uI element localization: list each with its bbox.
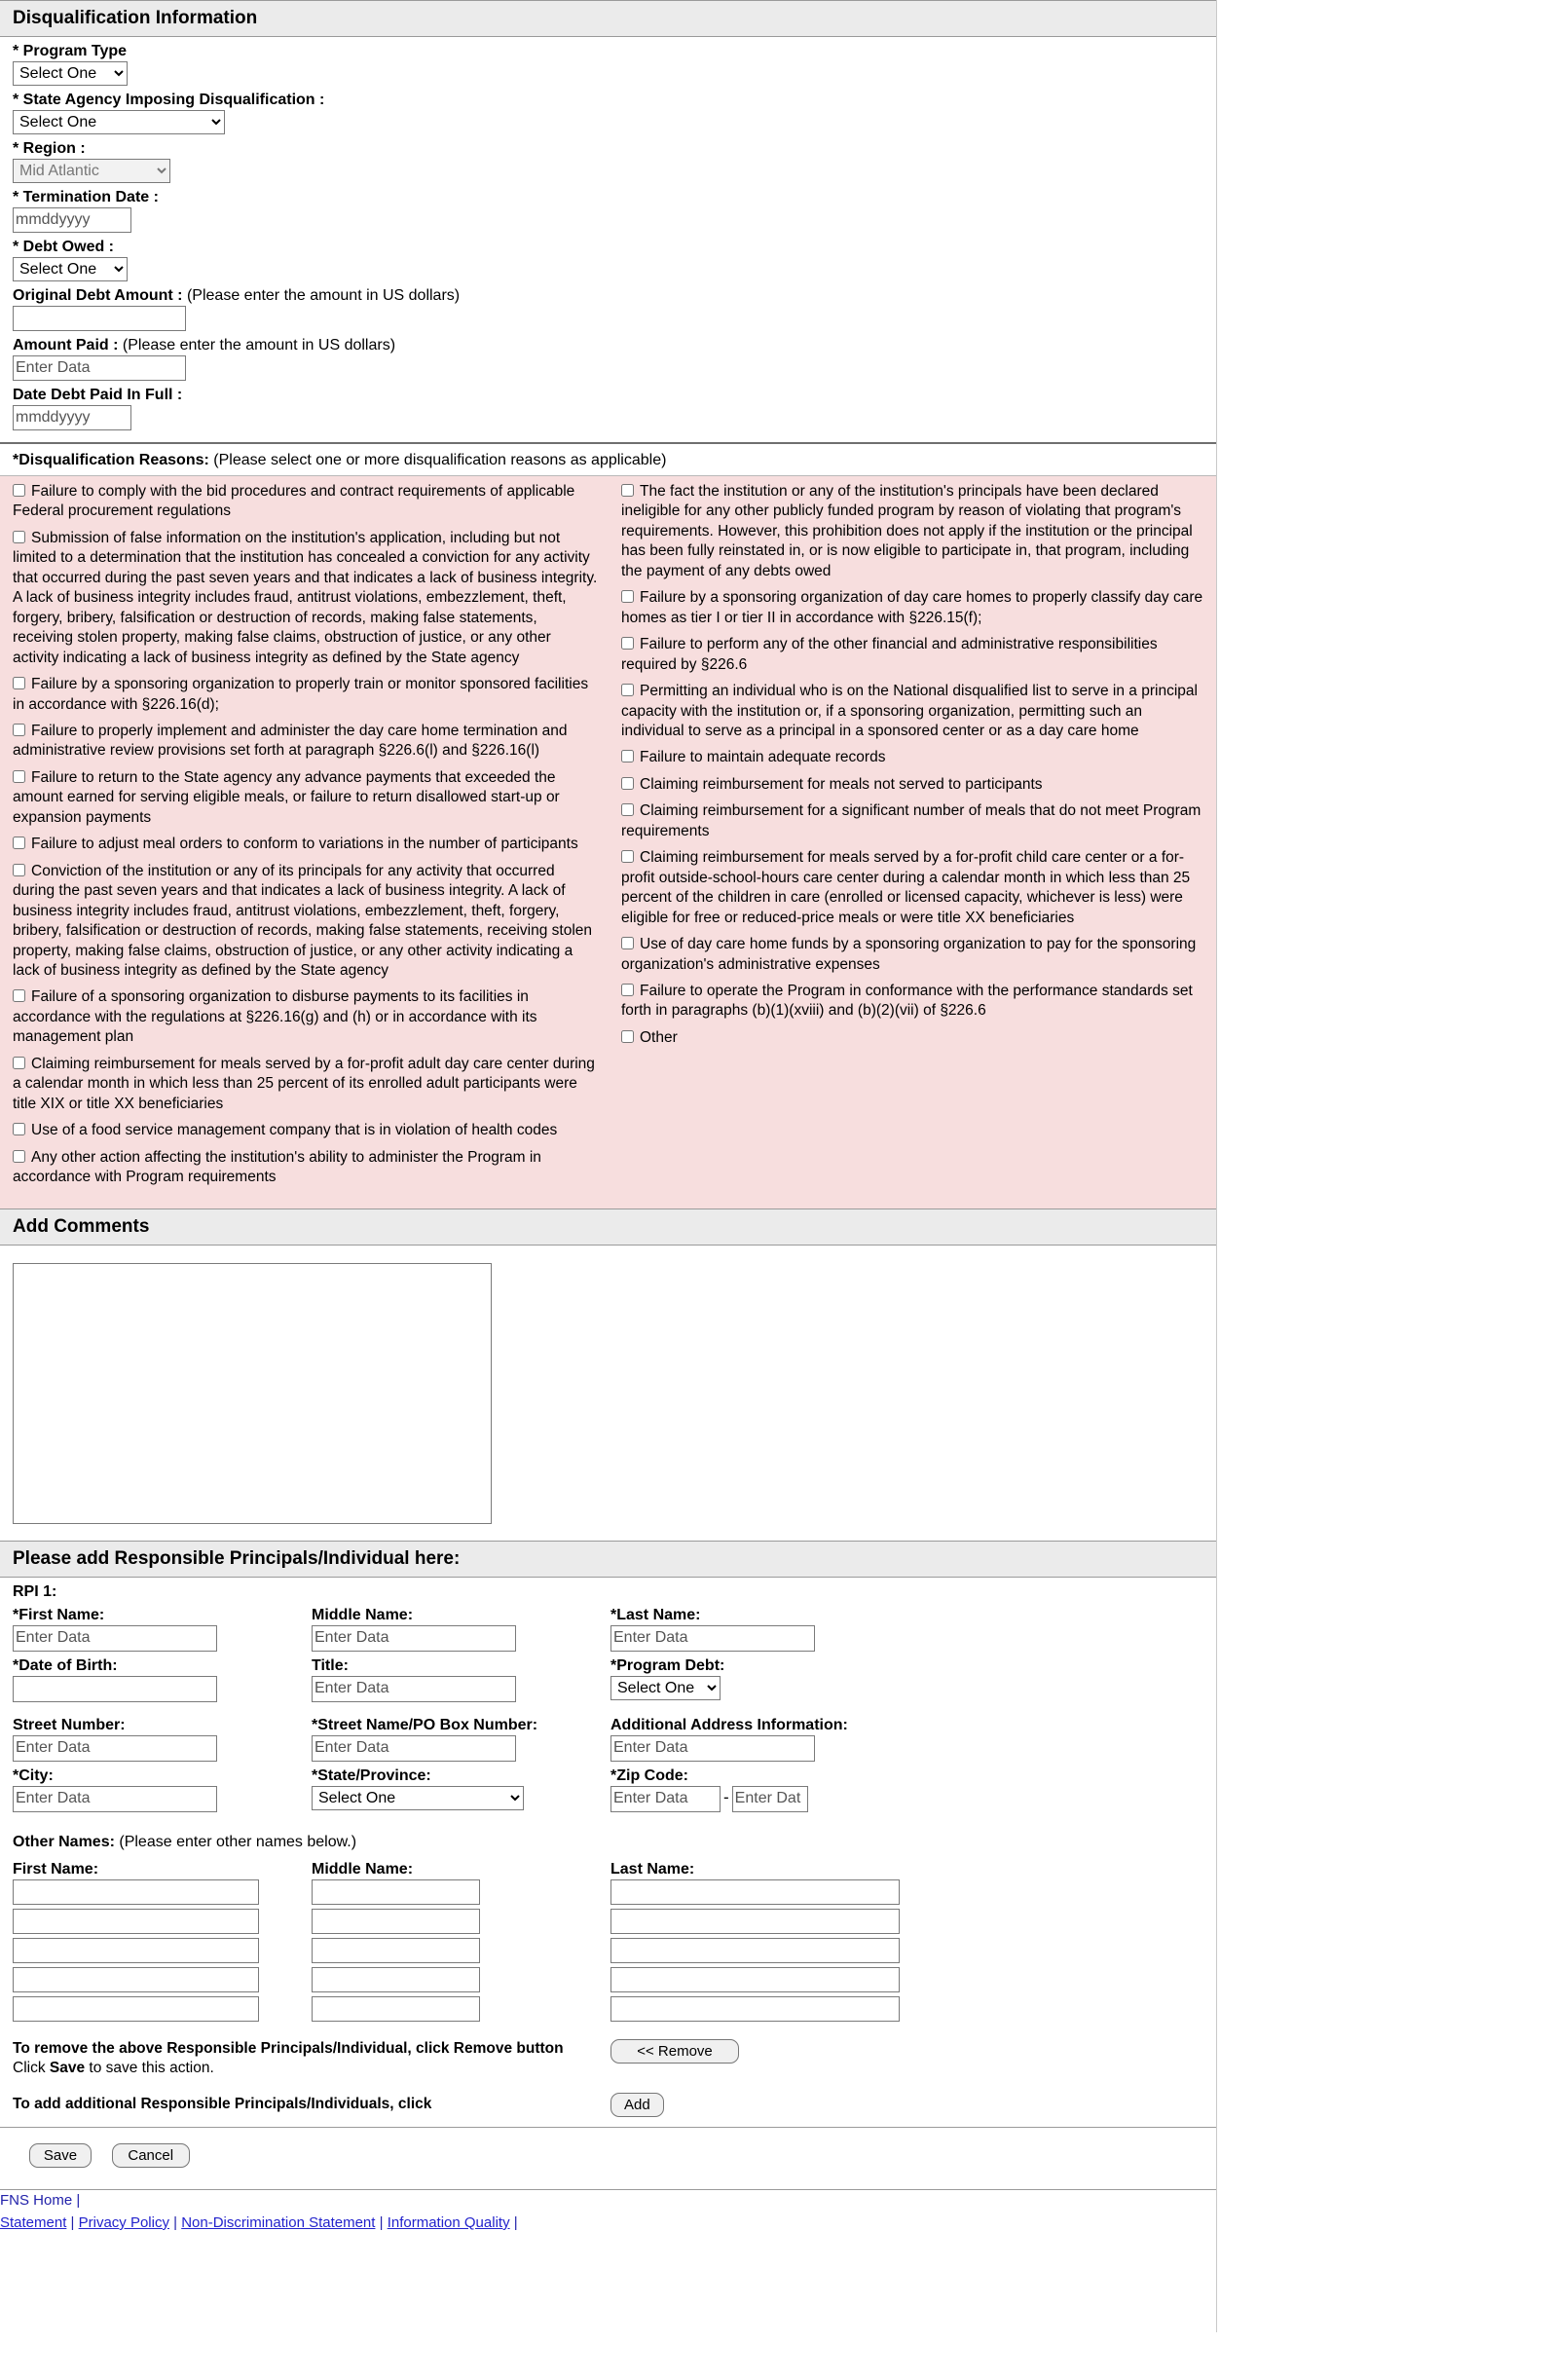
other-names-hint: (Please enter other names below.) [119,1833,357,1850]
reason-item[interactable] [621,801,1207,841]
reason-item[interactable] [13,1148,599,1188]
state-agency-label: * State Agency Imposing Disqualification : [13,92,325,108]
other-middle-name-input[interactable] [312,1879,480,1905]
other-middle-name-input[interactable] [312,1909,480,1934]
reason-checkbox[interactable] [621,637,634,650]
reason-item[interactable] [13,835,599,854]
other-middle-name-input[interactable] [312,1996,480,2022]
dob-input[interactable] [13,1676,217,1702]
add-note: To add additional Responsible Principals/Individuals, click [13,2096,432,2113]
form-buttons [0,2128,1217,2168]
reason-checkbox[interactable] [621,850,634,863]
termination-date-label: * Termination Date : [13,189,159,205]
remove-note [0,2039,610,2080]
rpi-last-name-group [610,1601,909,1652]
reason-label: Claiming reimbursement for meals served by a for-profit adult day care center during a calendar month in which less than 25 percent of its enrolled adult participants were title XIX or title XX beneficiaries [13,1055,595,1112]
reason-item[interactable] [13,768,599,828]
section-header-comments: Add Comments [0,1209,1217,1246]
footer-sep: | [66,2213,79,2231]
reason-item[interactable] [621,748,1207,767]
reason-item[interactable] [13,987,599,1047]
other-last-name-input[interactable] [610,1879,900,1905]
amount-paid-hint: (Please enter the amount in US dollars) [122,337,396,353]
reasons-hint: (Please select one or more disqualification reasons as applicable) [213,452,667,468]
footer-line1[interactable]: FNS Home | [0,2192,81,2210]
rpi-street-name-group [312,1711,610,1762]
rpi-state-group [312,1762,610,1812]
region-select[interactable] [13,159,170,183]
street-number-label: Street Number: [13,1716,126,1733]
street-name-label: *Street Name/PO Box Number: [312,1716,538,1733]
state-label: *State/Province: [312,1766,431,1784]
reason-item[interactable] [13,722,599,762]
reason-item[interactable] [621,682,1207,741]
rpi-additional-address-group [610,1711,909,1762]
disqualification-fields [0,43,1217,442]
reason-item[interactable] [621,982,1207,1022]
date-debt-paid-input[interactable] [13,405,131,430]
remove-note-tail: to save this action. [85,2060,214,2077]
footer-link-privacy-policy[interactable]: Privacy Policy [78,2213,169,2231]
other-last-name-label: Last Name: [610,1860,695,1878]
program-debt-label: *Program Debt: [610,1656,725,1674]
comments-textarea[interactable] [13,1263,492,1524]
rpi-address-row [0,1711,1217,1762]
cancel-button[interactable]: Cancel [112,2143,190,2168]
reason-item[interactable] [621,482,1207,581]
reasons-header [0,442,1217,475]
other-names-label: Other Names: [13,1833,115,1850]
other-names-middle-col [312,1855,610,2026]
middle-name-input[interactable] [312,1625,516,1652]
reason-checkbox[interactable] [13,864,25,876]
other-first-name-input[interactable] [13,1879,259,1905]
reason-checkbox[interactable] [13,1123,25,1135]
rpi-city-group [13,1762,312,1812]
reasons-column-left [0,482,609,1195]
footer-links [0,2190,1217,2234]
zip-extension-input[interactable] [732,1786,808,1812]
other-names-first-col [13,1855,312,2026]
remove-note-save: Save [49,2060,86,2077]
footer-link-information-quality[interactable]: Information Quality [387,2213,510,2231]
reason-checkbox[interactable] [621,750,634,762]
debt-owed-label: * Debt Owed : [13,239,115,255]
original-debt-amount-hint: (Please enter the amount in US dollars) [186,287,461,304]
remove-note-line2 [13,2059,610,2079]
reason-checkbox[interactable] [13,677,25,689]
program-type-label: * Program Type [13,43,128,59]
reason-item[interactable] [13,862,599,982]
reason-label: The fact the institution or any of the institution's principals have been declared ineligible for any other publicly funded program by reason of violating that program's requirements. However, this prohibition does not apply if the institution or the principal has been fully reinstated in, or is now eligible to participate in, that program, including the payment of any debts owed [621,483,1193,579]
add-action-row [0,2093,1217,2117]
rpi-middle-name-group [312,1601,610,1652]
reason-label: Failure by a sponsoring organization to properly train or monitor sponsored facilities in accordance with §226.16(d); [13,676,589,713]
reason-item[interactable] [13,675,599,715]
street-name-input[interactable] [312,1735,516,1762]
reason-checkbox[interactable] [13,837,25,849]
city-label: *City: [13,1766,54,1784]
other-names-grid [0,1855,1217,2026]
title-label: Title: [312,1656,349,1674]
amount-paid-text: Amount Paid : [13,337,119,353]
street-number-input[interactable] [13,1735,217,1762]
reason-checkbox[interactable] [621,937,634,949]
reason-checkbox[interactable] [621,1030,634,1043]
remove-note-line1: To remove the above Responsible Principals/Individual, click Remove button [13,2039,564,2057]
reason-item[interactable] [621,775,1207,795]
reason-label: Failure by a sponsoring organization of day care homes to properly classify day care homes as tier I or tier II in accordance with §226.15(f); [621,589,1203,626]
other-last-name-input[interactable] [610,1909,900,1934]
first-name-input[interactable] [13,1625,217,1652]
rpi-dob-row [0,1652,1217,1702]
reason-item[interactable] [13,482,599,522]
remove-action-row [0,2039,1217,2080]
reason-label: Failure of a sponsoring organization to disburse payments to its facilities in accordance with the regulations at §226.16(g) and (h) or in accordance with its management plan [13,988,537,1046]
reason-checkbox[interactable] [621,984,634,996]
reason-checkbox[interactable] [13,724,25,736]
reason-item[interactable] [13,1055,599,1114]
dob-label: *Date of Birth: [13,1656,118,1674]
rpi-street-number-group [13,1711,312,1762]
reason-item[interactable] [13,529,599,668]
section-header-disqualification: Disqualification Information [0,0,1217,37]
termination-date-input[interactable] [13,207,131,233]
last-name-input[interactable] [610,1625,815,1652]
reason-label: Claiming reimbursement for meals not served to participants [640,775,1043,793]
reason-item[interactable] [621,588,1207,628]
reason-checkbox[interactable] [621,590,634,603]
amount-paid-label [13,337,1217,354]
reason-label: Conviction of the institution or any of its principals for any activity that occurred during the past seven years and that indicates a lack of business integrity. A lack of business integrity includes fraud, antitrust violations, embezzlement, theft, forgery, bribery, falsification or destruction of records, making false statements, receiving stolen property, making false claims, obstruction of justice, or any other activity indicating a lack of business integrity as defined by the State agency [13,862,593,979]
reasons-title: *Disqualification Reasons: [13,452,209,468]
other-first-name-input[interactable] [13,1938,259,1963]
reason-checkbox[interactable] [621,803,634,816]
footer-sep: | [168,2213,182,2231]
reason-checkbox[interactable] [13,531,25,543]
reason-label: Failure to maintain adequate records [640,749,886,766]
reason-label: Claiming reimbursement for meals served by a for-profit child care center or a for-profit outside-school-hours care center during a calendar month in which less than 25 percent of the children in care (enrolled or licensed capacity, whichever is less) were eligible for free or reduced-price meals or were title XX beneficiaries [621,849,1191,926]
section-header-rpi: Please add Responsible Principals/Individual here: [0,1541,1217,1578]
rpi-zip-group [610,1762,909,1812]
reason-checkbox[interactable] [621,777,634,790]
title-input[interactable] [312,1676,516,1702]
reason-label: Submission of false information on the institution's application, including but not limited to a determination that the institution has concealed a conviction for any activity that occurred during the past seven years and that indicates a lack of business integrity. A lack of business integrity includes fraud, antitrust violations, embezzlement, theft, forgery, bribery, falsification or destruction of records, making false statements, receiving stolen property, making false claims, obstruction of justice, or any other activity indicating a lack of business integrity as defined by the State agency [13,529,598,666]
remove-button[interactable]: << Remove [610,2039,739,2064]
reason-label: Failure to properly implement and administer the day care home termination and administrative review provisions set forth at paragraph §226.6(l) and §226.16(l) [13,722,568,760]
zip-input[interactable] [610,1786,721,1812]
zip-separator: - [723,1788,729,1806]
date-debt-paid-label: Date Debt Paid In Full : [13,387,183,403]
other-first-name-input[interactable] [13,1909,259,1934]
remove-note-click: Click [13,2060,50,2077]
reason-checkbox[interactable] [13,1057,25,1069]
rpi-name-row [0,1601,1217,1652]
other-first-name-input[interactable] [13,1996,259,2022]
reason-item[interactable] [621,848,1207,928]
other-last-name-input[interactable] [610,1967,900,1992]
rpi-program-debt-group [610,1652,909,1702]
reason-item[interactable] [621,935,1207,975]
reason-label: Permitting an individual who is on the National disqualified list to serve in a principal capacity with the institution or, if a sponsoring organization, permitting such an individual to serve as a principal in a sponsored center or as a day care home [621,683,1198,739]
original-debt-amount-text: Original Debt Amount : [13,287,183,304]
footer-sep: | [509,2213,518,2231]
add-button[interactable]: Add [610,2093,664,2117]
state-agency-select[interactable] [13,110,225,134]
rpi-dob-group [13,1652,312,1702]
reason-checkbox[interactable] [13,770,25,783]
program-type-select[interactable] [13,61,128,86]
last-name-label: *Last Name: [610,1606,701,1623]
reason-label: Failure to perform any of the other financial and administrative responsibilities required by §226.6 [621,636,1158,673]
reasons-column-right [609,482,1217,1195]
rpi-first-name-group [13,1601,312,1652]
other-middle-name-input[interactable] [312,1967,480,1992]
first-name-label: *First Name: [13,1606,105,1623]
reason-item[interactable] [621,1028,1207,1048]
other-last-name-input[interactable] [610,1938,900,1963]
additional-address-label: Additional Address Information: [610,1716,848,1733]
footer-link-statement[interactable]: Statement [0,2213,67,2231]
reason-checkbox[interactable] [13,484,25,497]
footer-sep: | [375,2213,388,2231]
other-middle-name-input[interactable] [312,1938,480,1963]
reason-checkbox[interactable] [621,484,634,497]
reason-item[interactable] [621,635,1207,675]
rpi-city-row [0,1762,1217,1812]
reason-label: Other [640,1028,678,1046]
reason-checkbox[interactable] [13,1150,25,1163]
amount-paid-input[interactable] [13,355,186,381]
original-debt-amount-input[interactable] [13,306,186,331]
other-names-title [0,1812,1217,1855]
reason-label: Claiming reimbursement for a significant number of meals that do not meet Program requirements [621,802,1202,839]
footer-link-non-discrimination[interactable]: Non-Discrimination Statement [181,2213,376,2231]
additional-address-input[interactable] [610,1735,815,1762]
reason-checkbox[interactable] [621,684,634,696]
reason-label: Use of day care home funds by a sponsoring organization to pay for the sponsoring organization's administrative expenses [621,936,1197,973]
other-middle-name-label: Middle Name: [312,1860,414,1878]
reason-label: Failure to operate the Program in conformance with the performance standards set forth in paragraphs (b)(1)(xviii) and (b)(2)(vii) of §226.6 [621,982,1193,1020]
original-debt-amount-label [13,287,1217,305]
other-last-name-input[interactable] [610,1996,900,2022]
reason-label: Any other action affecting the institution's ability to administer the Program in accordance with Program requirements [13,1148,541,1186]
footer-line2 [0,2213,1217,2235]
city-input[interactable] [13,1786,217,1812]
region-label: * Region : [13,140,86,157]
middle-name-label: Middle Name: [312,1606,414,1623]
rpi-title-group [312,1652,610,1702]
other-first-name-input[interactable] [13,1967,259,1992]
reason-label: Failure to comply with the bid procedures and contract requirements of applicable Federal procurement regulations [13,483,575,520]
program-debt-select[interactable] [610,1676,721,1700]
other-first-name-label: First Name: [13,1860,99,1878]
reasons-panel [0,475,1217,1209]
other-names-last-col [610,1855,900,2026]
reason-label: Failure to return to the State agency any advance payments that exceeded the amount earned for serving eligible meals, or failure to return disallowed start-up or expansion payments [13,768,560,826]
state-select[interactable] [312,1786,524,1810]
reason-label: Failure to adjust meal orders to conform to variations in the number of participants [31,836,578,853]
page-right-border [1216,0,1217,2332]
reason-label: Use of a food service management company that is in violation of health codes [31,1122,558,1139]
save-button[interactable]: Save [29,2143,92,2168]
debt-owed-select[interactable] [13,257,128,281]
zip-label: *Zip Code: [610,1766,688,1784]
reason-checkbox[interactable] [13,989,25,1002]
reason-item[interactable] [13,1121,599,1140]
rpi-index-label: RPI 1: [13,1582,57,1600]
